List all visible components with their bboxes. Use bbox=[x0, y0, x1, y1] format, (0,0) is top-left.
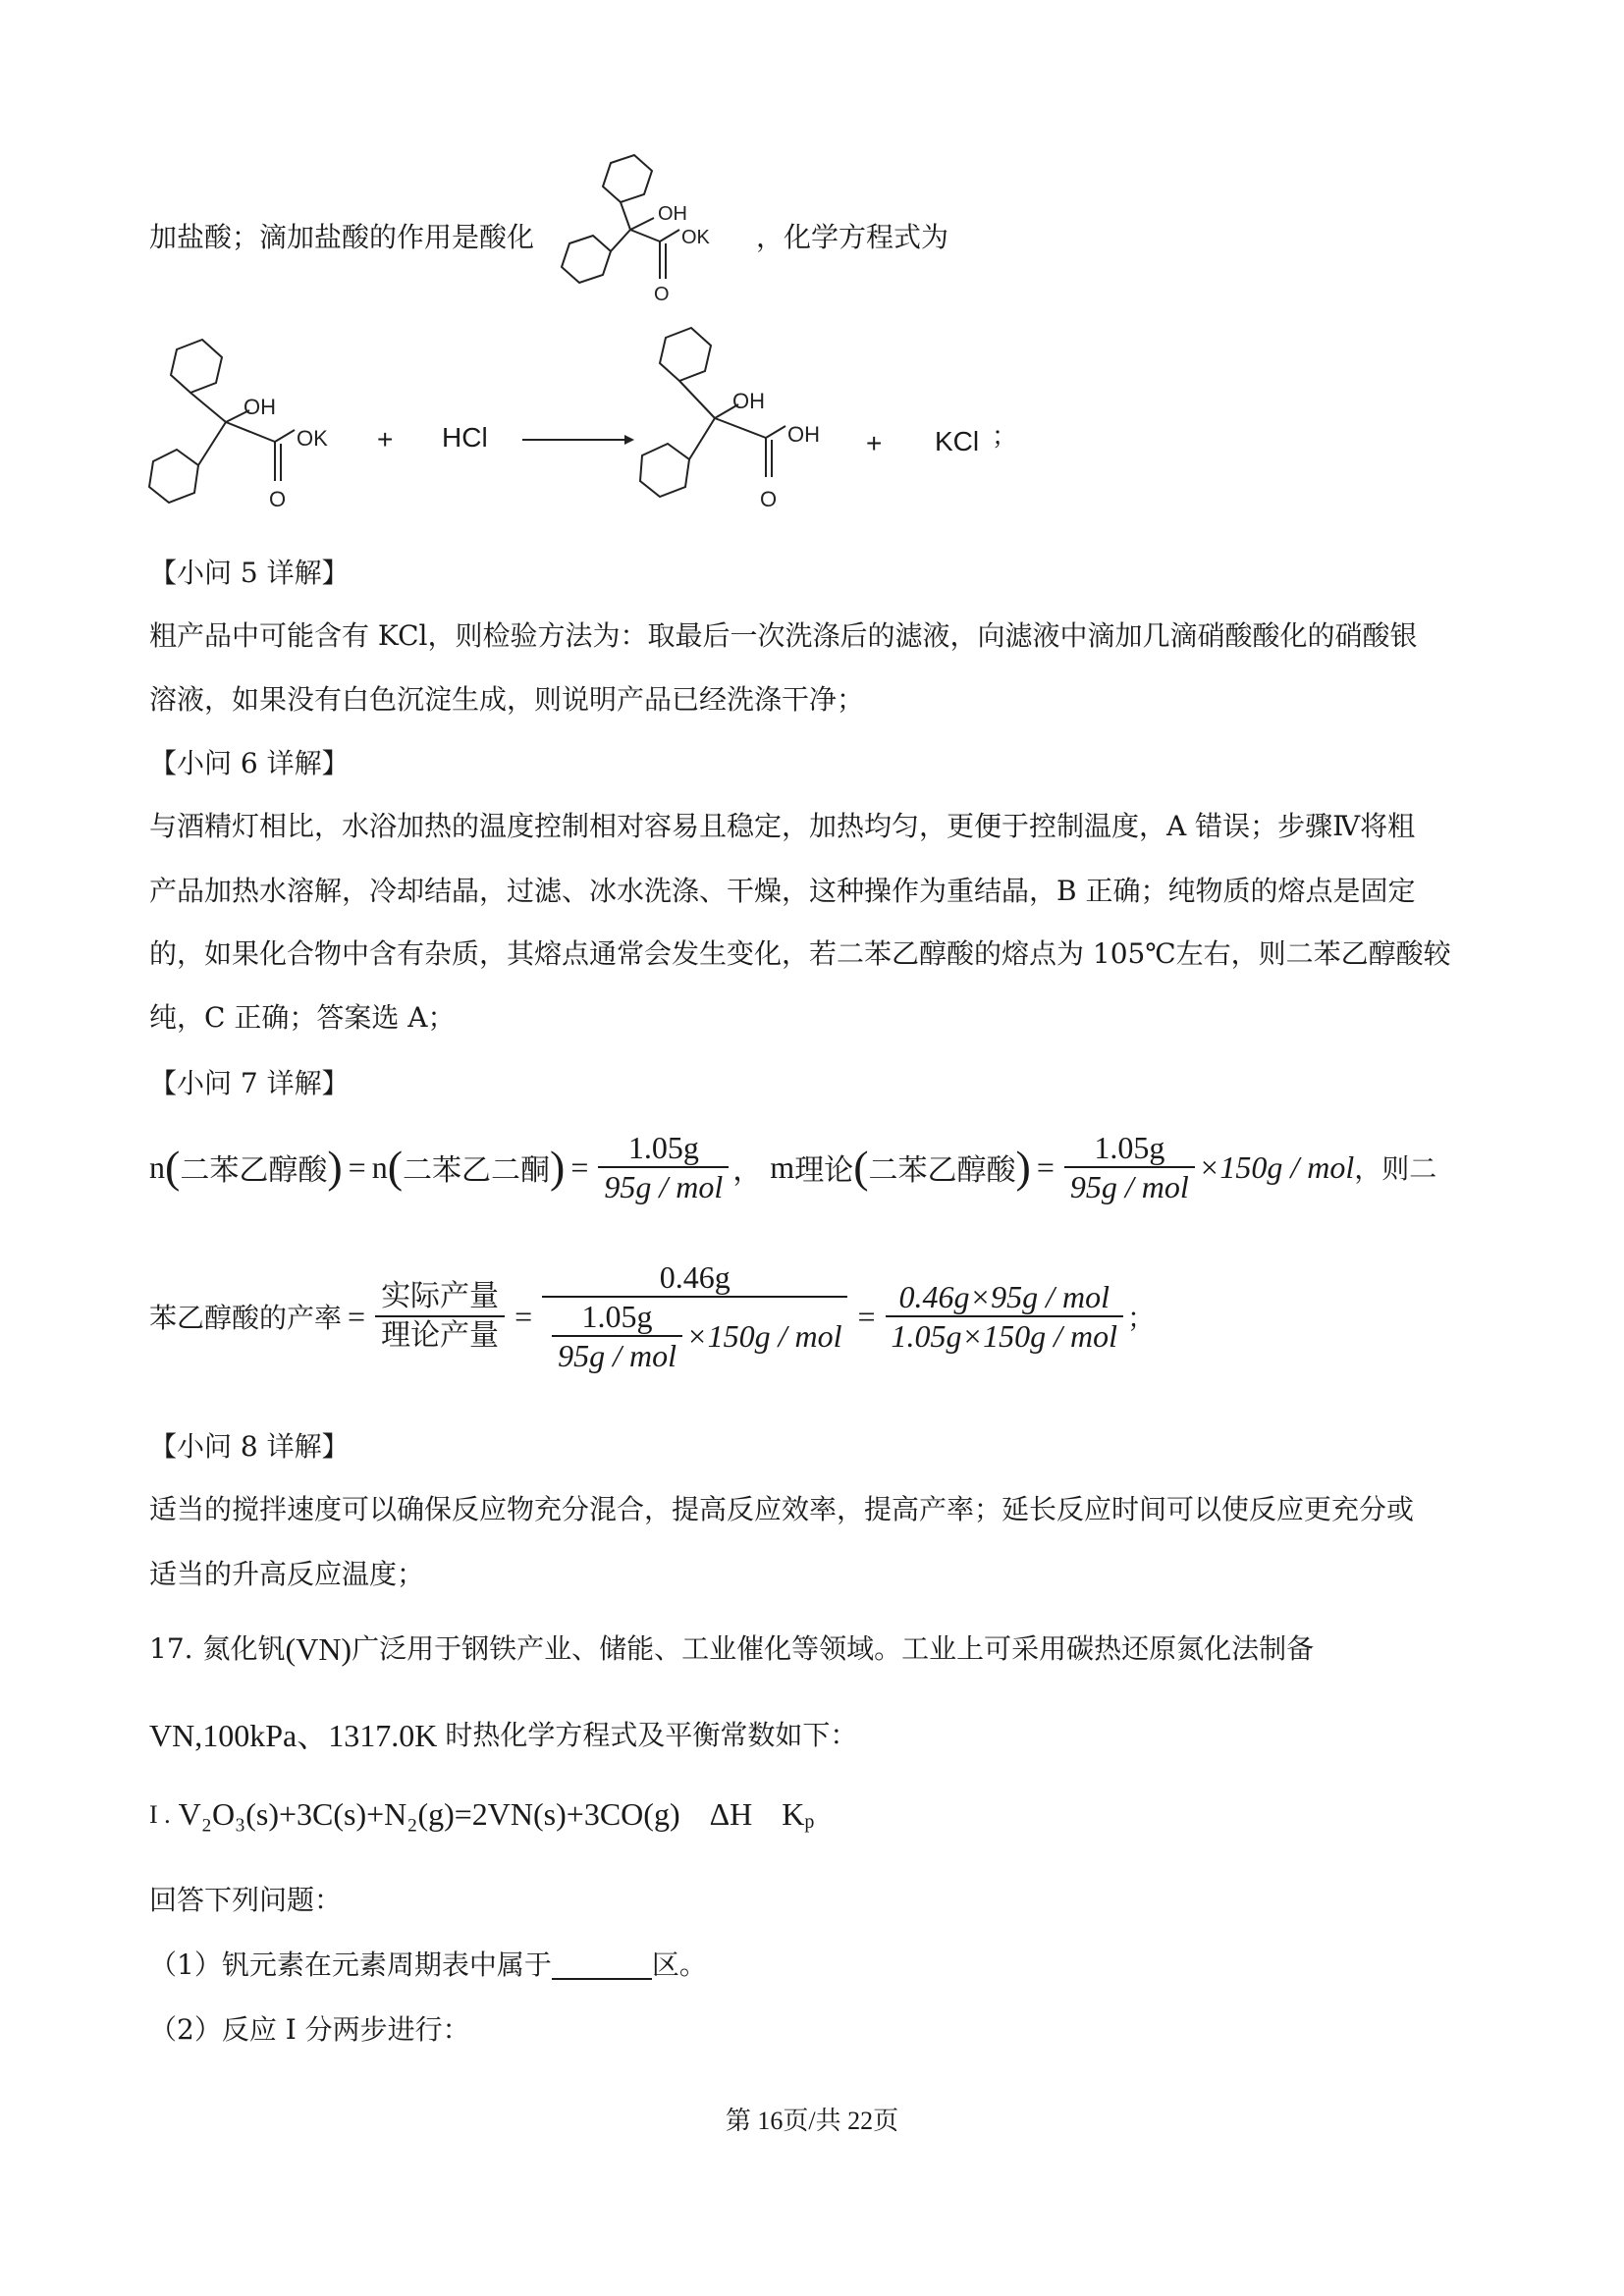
page-footer: 第 16页/共 22页 bbox=[725, 2107, 899, 2135]
q6-header: 【小问 6 详解】 bbox=[149, 747, 350, 779]
fraction-final bbox=[886, 1278, 1123, 1355]
then-text: ，则二 bbox=[1354, 1152, 1437, 1185]
q17-part-2: （2）反应 I 分两步进行： bbox=[149, 2013, 470, 2046]
q17-part-1-text: （1）钒元素在元素周期表中属于 bbox=[149, 1949, 552, 1981]
equals-4: = bbox=[348, 1298, 366, 1334]
q17-condition-suffix: 时热化学方程式及平衡常数如下： bbox=[445, 1719, 858, 1751]
times-150: ×150g / mol bbox=[1198, 1148, 1355, 1185]
theoretical-yield: 理论产量 bbox=[375, 1315, 505, 1355]
reactant-ok: OK bbox=[297, 426, 328, 451]
hcl-reagent: HCl bbox=[442, 422, 488, 453]
q17-intro-b: 广泛用于钢铁产业、储能、工业催化等领域。工业上可采用碳热还原氮化法制备 bbox=[352, 1632, 1315, 1665]
kp-subscript: p bbox=[804, 1811, 815, 1833]
final-numerator: 0.46g×95g / mol bbox=[898, 1279, 1110, 1314]
q17-equation bbox=[149, 1796, 814, 1833]
symbol-n-2: n bbox=[371, 1148, 388, 1185]
fraction-denominator: 95g / mol bbox=[598, 1166, 729, 1205]
q7-formula-line-2 bbox=[149, 1258, 1155, 1374]
fraction-numerator-2: 1.05g bbox=[1094, 1130, 1165, 1165]
acid-name: 二苯乙醇酸 bbox=[180, 1153, 328, 1188]
kcl-product: KCl bbox=[935, 426, 980, 456]
kp-symbol: K bbox=[782, 1796, 805, 1832]
inline-mol-oh: OH bbox=[658, 203, 687, 225]
reaction-arrow bbox=[518, 430, 636, 450]
delta-h: ΔH bbox=[709, 1796, 753, 1832]
fraction-numerator: 1.05g bbox=[627, 1130, 699, 1165]
equation-body: V₂O₃(s)+3C(s)+N₂(g)=2VN(s)+3CO(g) bbox=[178, 1796, 680, 1832]
fraction-denominator-2: 95g / mol bbox=[1064, 1166, 1195, 1205]
mass-046: 0.46g bbox=[659, 1259, 731, 1295]
q17-intro bbox=[149, 1629, 1314, 1669]
intro-line-suffix: ，化学方程式为 bbox=[756, 221, 949, 253]
end-semicolon: ； bbox=[1127, 1302, 1156, 1334]
reactant-structure bbox=[147, 334, 363, 520]
final-denominator: 1.05g×150g / mol bbox=[886, 1315, 1123, 1355]
product-acid-oh: OH bbox=[787, 422, 820, 447]
q17-part-1 bbox=[149, 1946, 707, 1985]
q17-vn: (VN) bbox=[285, 1631, 352, 1667]
product-structure bbox=[628, 324, 854, 520]
fraction-theoretical bbox=[1064, 1129, 1195, 1205]
product-o: O bbox=[760, 487, 778, 511]
q6-line-1: 与酒精灯相比，水浴加热的温度控制相对容易且稳定，加热均匀，更便于控制温度，A 错误；步骤Ⅳ将粗 bbox=[149, 810, 1416, 842]
equals-5: = bbox=[514, 1298, 533, 1334]
plus-sign-1: + bbox=[377, 424, 394, 454]
q17-condition-values: VN,100kPa、1317.0K bbox=[149, 1718, 438, 1753]
compound-denominator bbox=[542, 1296, 847, 1374]
fraction-compound bbox=[542, 1258, 847, 1374]
q8-header: 【小问 8 详解】 bbox=[149, 1430, 350, 1463]
product-oh: OH bbox=[732, 389, 765, 413]
yield-label: 苯乙醇酸的产率 bbox=[149, 1302, 343, 1334]
equals-3: = bbox=[1036, 1148, 1055, 1185]
q17-intro-a: 氮化钒 bbox=[202, 1632, 286, 1665]
q7-formula-line-1: n ( 二苯乙醇酸 ) = n ( 二苯乙二酮 ) = $\frac{1.05g}{\text{95g / mol}}$ ， m 理论 ( 二苯乙醇酸 ) = $\frac{1.05g}{\text{95g / mol}}$ ×150g / mol ，则二 bbox=[149, 1130, 1437, 1204]
comma: ， bbox=[732, 1153, 763, 1188]
inner-numerator: 1.05g bbox=[581, 1299, 653, 1334]
inline-mol-ok: OK bbox=[681, 227, 710, 248]
equals-2: = bbox=[570, 1148, 589, 1185]
q8-line-1: 适当的搅拌速度可以确保反应物充分混合，提高反应效率，提高产率；延长反应时间可以使反应更充分或 bbox=[149, 1493, 1415, 1525]
equation-label: I . bbox=[149, 1799, 171, 1829]
equals-1: = bbox=[348, 1148, 366, 1185]
acid-name-2: 二苯乙醇酸 bbox=[868, 1153, 1016, 1188]
q8-line-2: 适当的升高反应温度； bbox=[149, 1558, 425, 1590]
inner-denominator: 95g / mol bbox=[552, 1335, 682, 1374]
intro-line-prefix: 加盐酸；滴加盐酸的作用是酸化 bbox=[149, 221, 535, 253]
ketone-name: 二苯乙二酮 bbox=[403, 1153, 551, 1188]
q17-number: 17. bbox=[149, 1632, 193, 1665]
times-150-2: ×150g / mol bbox=[686, 1318, 842, 1354]
symbol-n: n bbox=[149, 1148, 165, 1185]
symbol-m: m bbox=[770, 1148, 795, 1185]
plus-sign-2: + bbox=[866, 428, 883, 458]
m-subscript: 理论 bbox=[794, 1153, 854, 1188]
potassium-salt-structure-inline bbox=[550, 153, 736, 320]
q5-line-1: 粗产品中可能含有 KCl，则检验方法为：取最后一次洗涤后的滤液，向滤液中滴加几滴硝酸酸化的硝酸银 bbox=[149, 619, 1418, 652]
actual-yield: 实际产量 bbox=[381, 1279, 500, 1313]
q5-line-2: 溶液，如果没有白色沉淀生成，则说明产品已经洗涤干净； bbox=[149, 683, 865, 716]
q17-part-1-suffix: 区。 bbox=[651, 1949, 707, 1981]
fraction-yield-def bbox=[375, 1278, 505, 1355]
answer-prompt: 回答下列问题： bbox=[149, 1884, 343, 1916]
fraction-moles bbox=[598, 1129, 729, 1205]
inline-mol-o: O bbox=[654, 284, 670, 305]
reactant-o: O bbox=[269, 487, 287, 511]
q17-conditions bbox=[149, 1716, 857, 1755]
reactant-oh: OH bbox=[244, 395, 276, 419]
answer-blank[interactable] bbox=[552, 1950, 652, 1980]
equals-6: = bbox=[857, 1298, 876, 1334]
inner-fraction bbox=[552, 1298, 682, 1374]
q6-line-2: 产品加热水溶解，冷却结晶，过滤、冰水洗涤、干燥，这种操作为重结晶，B 正确；纯物质的熔点是固定 bbox=[149, 875, 1416, 907]
q5-header: 【小问 5 详解】 bbox=[149, 557, 350, 589]
q6-line-3: 的，如果化合物中含有杂质，其熔点通常会发生变化，若二苯乙醇酸的熔点为 105℃左右，则二苯乙醇酸较 bbox=[149, 937, 1451, 970]
q7-header: 【小问 7 详解】 bbox=[149, 1067, 350, 1099]
q6-line-4: 纯，C 正确；答案选 A； bbox=[149, 1001, 456, 1034]
equation-semicolon: ； bbox=[992, 422, 1018, 452]
